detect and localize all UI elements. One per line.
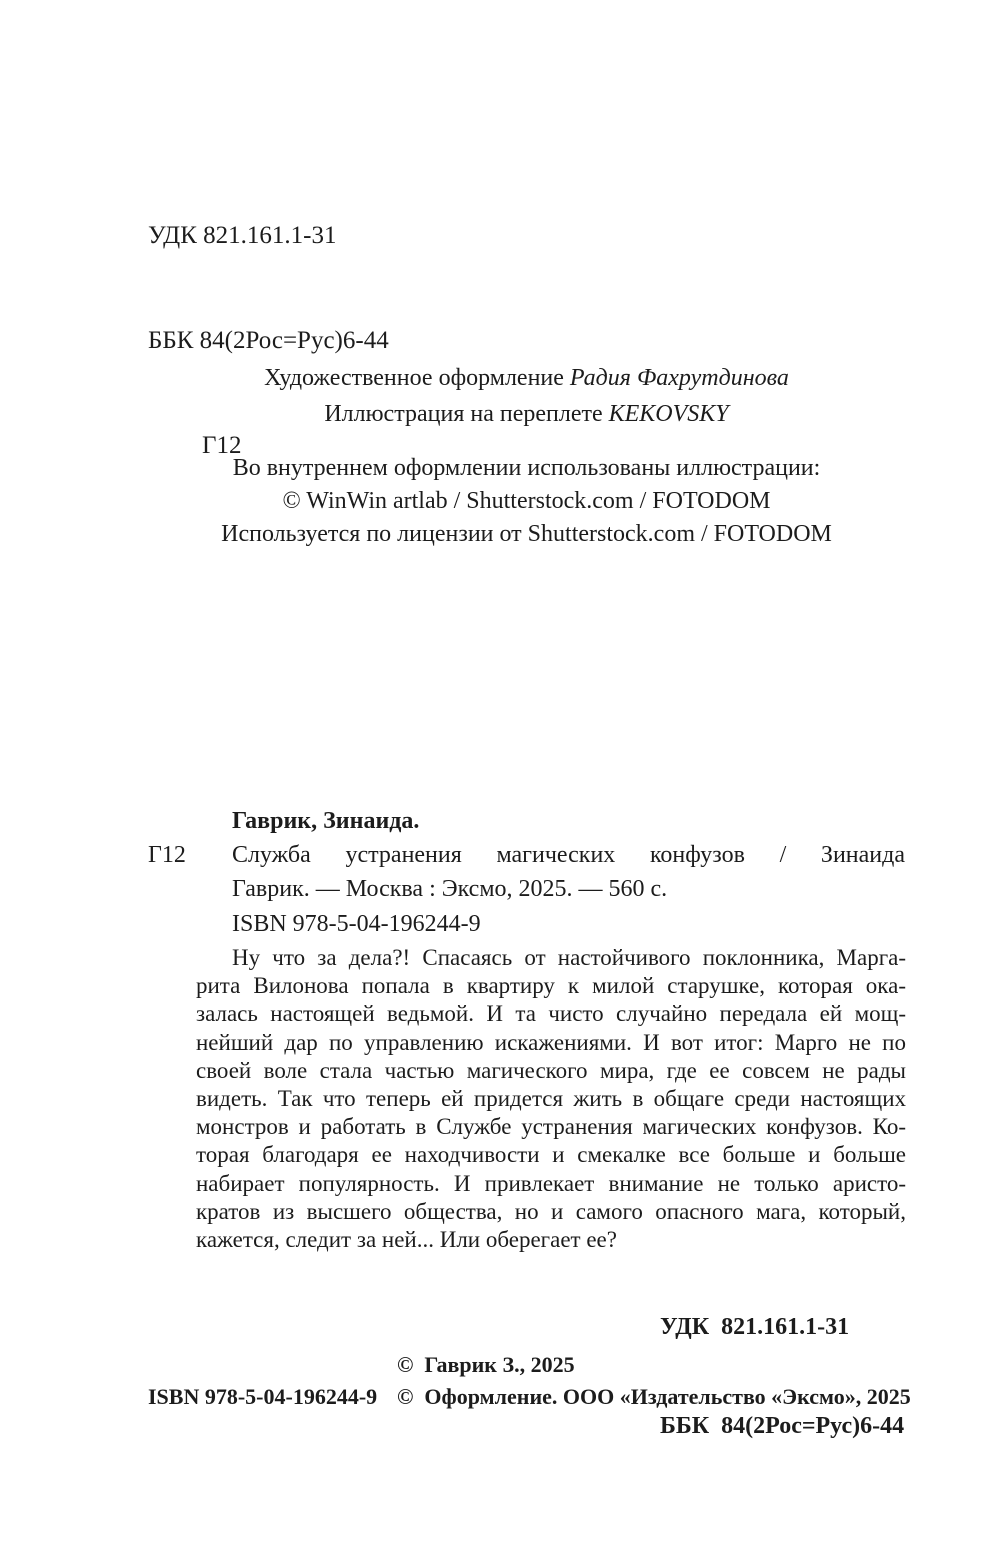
author-sign-code: Г12 [202, 432, 242, 459]
illustrations-note [148, 452, 905, 551]
cover-credit-name: KEKOVSKY [608, 401, 729, 427]
design-credit-label: Художественное оформление [264, 365, 564, 391]
imprint-codes-bottom [660, 1245, 904, 1509]
udk-code-top: УДК 821.161.1-31 [148, 222, 337, 249]
annotation-line: своей воле стала частью магического мира, где ее совсем не рады [196, 1057, 906, 1083]
illustrations-note-line3: Используется по лицензии от Shutterstock.com / FOTODOM [221, 521, 832, 547]
annotation-line: торая благодаря ее находчивости и смекалке все больше и больше [196, 1142, 906, 1168]
annotation [196, 944, 906, 1254]
design-credit-name: Радия Фахрутдинова [569, 365, 789, 391]
copyright-publisher-line: © Оформление. ООО «Издательство «Эксмо», 2025 [397, 1384, 911, 1409]
catalog-entry [148, 838, 905, 906]
annotation-line: монстров и работать в Службе устранения магических конфузов. Ко- [196, 1114, 906, 1140]
copyright-author-line: © Гаврик З., 2025 [397, 1352, 575, 1377]
footer-isbn: ISBN 978-5-04-196244-9 [148, 1384, 378, 1409]
illustrations-note-line2: © WinWin artlab / Shutterstock.com / FOTODOM [282, 488, 771, 514]
design-credit-line [148, 360, 905, 396]
catalog-title-line2: Гаврик. — Москва : Эксмо, 2025. — 560 с. [232, 876, 668, 902]
design-credits [148, 360, 905, 432]
catalog-isbn: ISBN 978-5-04-196244-9 [232, 911, 481, 937]
annotation-line: кажется, следит за ней... Или оберегает ее? [196, 1227, 617, 1253]
catalog-author-code: Г12 [148, 842, 186, 868]
catalog-title [232, 838, 905, 906]
annotation-line: набирает популярность. И привлекает внимание не только аристо- [196, 1170, 906, 1196]
annotation-line: Ну что за дела?! Спасаясь от настойчивого поклонника, Марга- [232, 945, 906, 970]
catalog-title-line1: Служба устранения магических конфузов / Зинаида [232, 842, 905, 868]
bbk-code-bottom: ББК 84(2Рос=Рус)6-44 [660, 1413, 905, 1439]
cover-credit-label: Иллюстрация на переплете [324, 401, 603, 427]
annotation-line: кратов из высшего общества, но и самого опасного мага, который, [196, 1198, 906, 1224]
udk-code-bottom: УДК 821.161.1-31 [660, 1314, 850, 1340]
annotation-line: видеть. Так что теперь ей придется жить в общаге среди настоящих [196, 1086, 906, 1112]
catalog-author: Гаврик, Зинаида. [232, 808, 420, 834]
annotation-line: залась настоящей ведьмой. И та чисто случайно передала ей мощ- [196, 1001, 906, 1027]
annotation-line: нейший дар по управлению искажениями. И вот итог: Марго не по [196, 1029, 906, 1055]
cover-credit-line [148, 396, 905, 432]
bbk-code-top: ББК 84(2Рос=Рус)6-44 [148, 327, 389, 354]
annotation-line: рита Вилонова попала в квартиру к милой старушке, которая ока- [196, 973, 906, 999]
catalog-card [148, 804, 905, 941]
illustrations-note-line1: Во внутреннем оформлении использованы иллюстрации: [232, 455, 821, 481]
